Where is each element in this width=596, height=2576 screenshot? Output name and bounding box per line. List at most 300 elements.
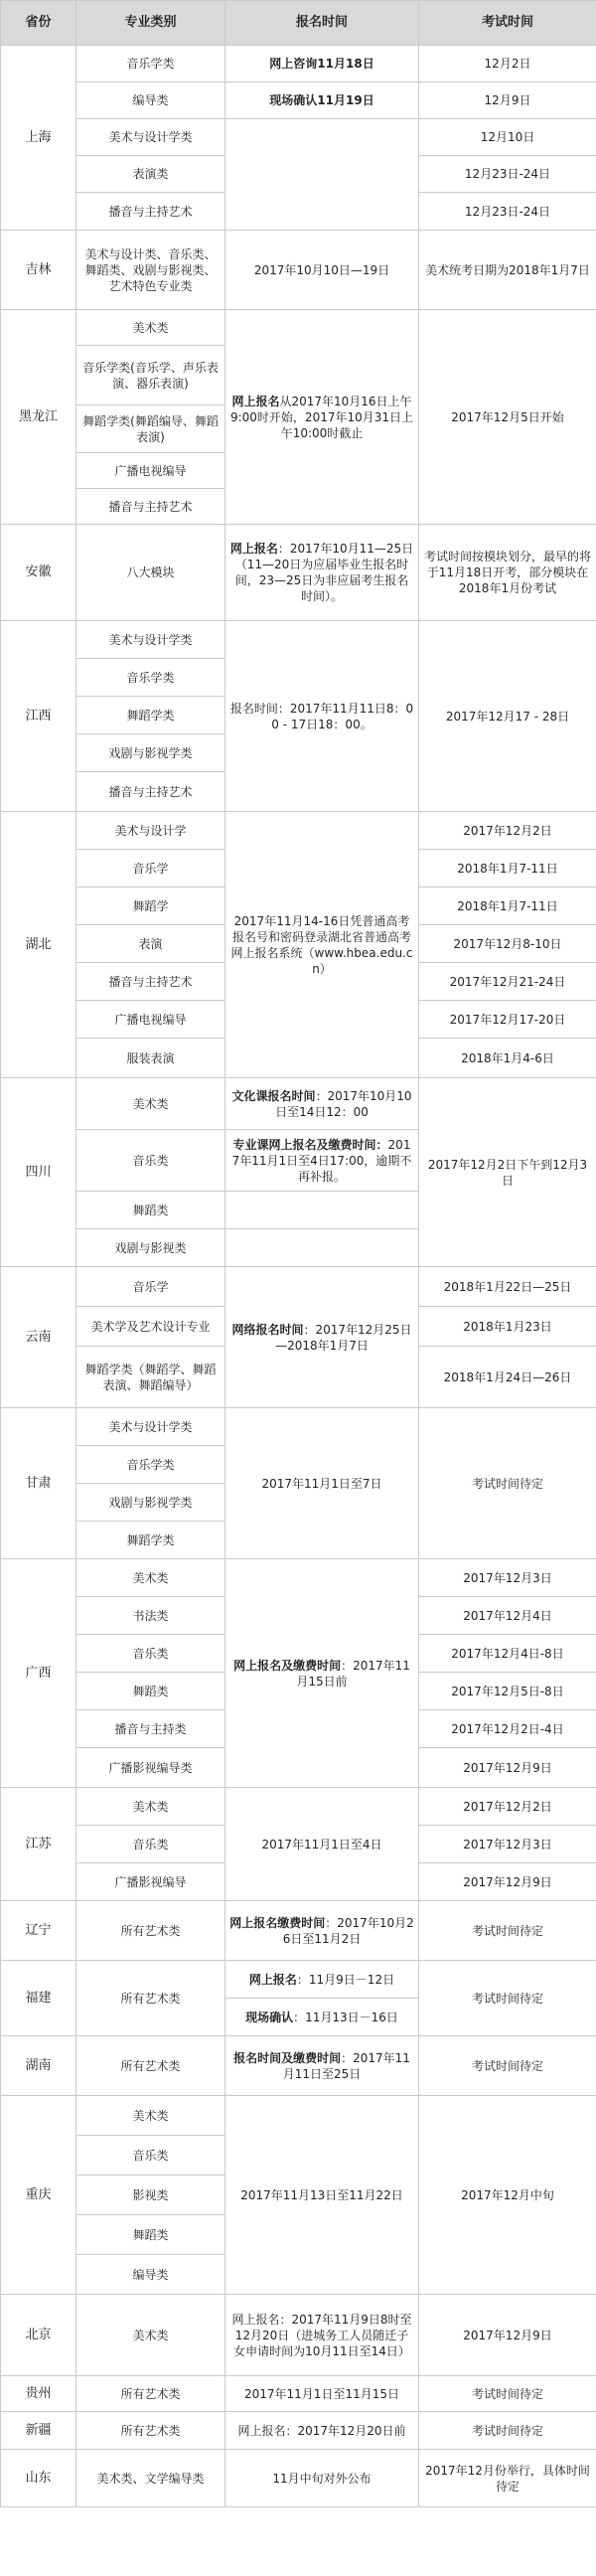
table-cell — [419, 1901, 596, 1961]
cell-text: 戏剧与影视学类 — [108, 1495, 193, 1510]
table-cell — [419, 1559, 596, 1597]
table-row — [1, 812, 596, 850]
cell-text: 网上报名：2017年12月20日前 — [237, 2423, 406, 2438]
cell-text: 播音与主持艺术 — [108, 204, 193, 219]
table-row — [1, 119, 596, 156]
table-cell — [76, 1901, 225, 1961]
cell-text: 2017年11月14-16日凭普通高考报名号和密码登录湖北省普通高考网上报名系统（www.hbea.edu.cn） — [230, 913, 413, 976]
cell-text: 2017年11月1日至11月15日 — [244, 2386, 399, 2401]
cell-text: 音乐学类 — [126, 1457, 175, 1472]
table-cell — [419, 1597, 596, 1635]
table-cell — [76, 453, 225, 489]
cell-text: 美术类、文学编导类 — [96, 2471, 205, 2486]
table-cell — [76, 1347, 225, 1408]
table-cell — [419, 525, 596, 621]
cell-text: 11月中旬对外公布 — [272, 2471, 372, 2486]
table-cell — [225, 2295, 419, 2376]
table-cell — [76, 156, 225, 193]
cell-text: 2017年12月3日 — [463, 1570, 552, 1585]
table-cell — [419, 1408, 596, 1559]
table-row — [1, 2450, 596, 2507]
table-row — [1, 2412, 596, 2450]
province-cell — [1, 231, 76, 310]
cell-text: 美术类 — [132, 1799, 169, 1814]
cell-text: 美术类 — [132, 2108, 169, 2123]
table-cell — [76, 1559, 225, 1597]
cell-text: 舞蹈类 — [132, 1203, 169, 1217]
cell-text: 2017年10月10日—19日 — [253, 262, 390, 277]
cell-text: 2018年1月22日—25日 — [443, 1279, 572, 1294]
cell-text: 考试时间按模块划分，最早的将于11月18日开考，部分模块在2018年1月份考试 — [423, 550, 591, 595]
cell-text: ：11月9日－12日 — [296, 1972, 395, 1987]
cell-text: 八大模块 — [126, 565, 175, 579]
table-cell — [76, 2136, 225, 2175]
cell-text: 2017年12月17-20日 — [449, 1012, 566, 1027]
table-cell — [76, 697, 225, 734]
table-row — [1, 46, 596, 82]
cell-text: 2017年12月5日-8日 — [451, 1684, 564, 1698]
cell-text: 2017年11月1日至7日 — [261, 1476, 382, 1491]
province-cell — [1, 1408, 76, 1559]
cell-text: 所有艺术类 — [120, 1923, 181, 1938]
province-cell — [1, 2450, 76, 2507]
table-cell — [419, 2036, 596, 2096]
cell-bold-label: 现场确认 — [245, 2010, 294, 2024]
table-cell — [225, 1408, 419, 1559]
table-cell — [419, 1001, 596, 1039]
cell-text: 2017年12月3日 — [463, 1837, 552, 1852]
table-cell — [419, 1826, 596, 1863]
header-exam-time: 考试时间 — [419, 1, 596, 46]
cell-bold-label: 网上报名及缴费时间 — [233, 1658, 342, 1673]
table-cell — [76, 1710, 225, 1748]
table-cell — [76, 310, 225, 346]
cell-text: 表演类 — [132, 167, 169, 181]
table-cell — [225, 119, 419, 231]
table-cell — [419, 2295, 596, 2376]
header-province: 省份 — [1, 1, 76, 46]
table-cell — [419, 621, 596, 812]
province-cell — [1, 525, 76, 621]
cell-text: 2017年12月21-24日 — [449, 974, 566, 989]
cell-text: 美术类 — [132, 1096, 169, 1111]
cell-text: 舞蹈类 — [132, 2227, 169, 2242]
cell-text: 2017年12月9日 — [463, 2328, 552, 2342]
table-cell — [419, 925, 596, 963]
table-cell — [225, 1901, 419, 1961]
table-cell — [225, 812, 419, 1078]
table-row — [1, 1961, 596, 1999]
cell-text: 辽宁 — [25, 1922, 52, 1938]
cell-text: 播音与主持艺术 — [108, 974, 193, 989]
cell-text: 2017年12月4日-8日 — [451, 1646, 564, 1661]
cell-text: 12月9日 — [484, 93, 531, 107]
table-cell — [225, 2036, 419, 2096]
table-cell — [419, 231, 596, 310]
cell-bold-label: 网上报名 — [231, 394, 280, 408]
province-cell — [1, 1901, 76, 1961]
cell-text: 舞蹈学类(舞蹈编导、舞蹈表演) — [82, 413, 219, 444]
table-cell — [76, 2450, 225, 2507]
table-cell — [225, 1999, 419, 2036]
table-cell — [225, 621, 419, 812]
cell-text: 所有艺术类 — [120, 2423, 181, 2438]
cell-text: 美术与设计学类 — [108, 130, 193, 144]
table-cell — [419, 2412, 596, 2450]
table-cell — [76, 925, 225, 963]
cell-bold-label: 网上报名 — [248, 1972, 297, 1987]
cell-text: 12月2日 — [484, 57, 531, 71]
cell-text: 编导类 — [132, 93, 169, 107]
table-cell — [76, 1484, 225, 1522]
cell-text: 考试时间待定 — [471, 1923, 543, 1938]
table-cell — [76, 1192, 225, 1229]
cell-text: 广播电视编导 — [114, 1012, 187, 1027]
cell-text: 美术与设计学类 — [108, 1419, 193, 1434]
cell-text: ：2017年10月10日至14日12：00 — [275, 1088, 412, 1119]
cell-text: 舞蹈学 — [132, 898, 169, 913]
cell-text: 2017年12月中旬 — [461, 2187, 554, 2202]
cell-text: 戏剧与影视学类 — [108, 745, 193, 760]
table-cell — [76, 405, 225, 453]
table-cell — [76, 1597, 225, 1635]
table-cell — [225, 1229, 419, 1267]
cell-text: 美术与设计类、音乐类、舞蹈类、戏剧与影视类、艺术特色专业类 — [84, 246, 217, 293]
cell-text: 音乐类 — [132, 2148, 169, 2163]
table-cell — [419, 1961, 596, 2036]
header-row — [1, 1, 596, 46]
cell-text: 12月23日-24日 — [464, 167, 551, 181]
cell-text: 2017年12月9日 — [463, 1874, 552, 1889]
cell-text: ：2017年11月11日至25日 — [282, 2050, 410, 2081]
cell-text: 2017年12月2日 — [463, 1799, 552, 1814]
cell-text: 影视类 — [132, 2187, 169, 2202]
province-cell — [1, 1078, 76, 1267]
table-cell — [225, 1559, 419, 1788]
table-cell — [225, 525, 419, 621]
cell-text: 舞蹈学类 — [126, 1532, 175, 1547]
cell-bold-label: 网上咨询11月18日 — [269, 57, 374, 71]
table-row — [1, 525, 596, 621]
cell-text: 舞蹈学类（舞蹈学、舞蹈表演、舞蹈编导） — [84, 1362, 217, 1392]
table-cell — [76, 734, 225, 772]
cell-text: 音乐类 — [132, 1153, 169, 1168]
cell-text: 北京 — [25, 2327, 52, 2342]
province-cell — [1, 2376, 76, 2412]
cell-text: 江西 — [25, 708, 52, 724]
cell-text: 四川 — [25, 1164, 52, 1180]
cell-text: 广播影视编导 — [114, 1874, 187, 1889]
cell-text: 2018年1月7-11日 — [457, 861, 558, 876]
cell-text: 广播影视编导类 — [108, 1760, 193, 1775]
cell-text: 音乐类 — [132, 1837, 169, 1852]
table-row — [1, 1559, 596, 1597]
cell-text: 播音与主持类 — [114, 1721, 187, 1736]
table-cell — [419, 1078, 596, 1267]
cell-text: 音乐类 — [132, 1646, 169, 1661]
table-row — [1, 1267, 596, 1307]
cell-text: 播音与主持艺术 — [108, 499, 193, 514]
table-row — [1, 2295, 596, 2376]
table-cell — [419, 2096, 596, 2295]
table-cell — [76, 963, 225, 1001]
header-major-category: 专业类别 — [76, 1, 225, 46]
table-cell — [225, 1192, 419, 1229]
table-cell — [76, 812, 225, 850]
cell-text: 美术统考日期为2018年1月7日 — [425, 262, 590, 277]
table-cell — [225, 1130, 419, 1192]
cell-text: 播音与主持艺术 — [108, 784, 193, 799]
table-cell — [76, 1826, 225, 1863]
table-cell — [76, 2036, 225, 2096]
province-cell — [1, 621, 76, 812]
cell-text: 2017年12月4日 — [463, 1608, 552, 1623]
table-cell — [419, 850, 596, 887]
table-cell — [76, 772, 225, 812]
cell-text: 新疆 — [25, 2422, 52, 2438]
table-cell — [76, 119, 225, 156]
cell-text: 舞蹈类 — [132, 1684, 169, 1698]
cell-text: 考试时间待定 — [471, 2423, 543, 2438]
cell-text: 广播电视编导 — [114, 463, 187, 478]
cell-text: 2018年1月23日 — [463, 1319, 552, 1334]
cell-text: 美术学及艺术设计专业 — [90, 1319, 211, 1334]
table-cell — [225, 2376, 419, 2412]
province-cell — [1, 2295, 76, 2376]
table-cell — [419, 1039, 596, 1078]
table-cell — [419, 1635, 596, 1673]
cell-text: 12月23日-24日 — [464, 204, 551, 219]
cell-text: 湖南 — [25, 2057, 52, 2073]
cell-text: 编导类 — [132, 2267, 169, 2282]
table-cell — [76, 1863, 225, 1901]
cell-bold-label: 网上报名缴费时间 — [229, 1915, 326, 1930]
table-row — [1, 231, 596, 310]
province-cell — [1, 812, 76, 1078]
province-cell — [1, 1267, 76, 1408]
cell-text: 网上报名：2017年11月9日8时至12月20日（进城务工人员随迁子女申请时间为10月11日至14日） — [231, 2312, 412, 2358]
table-cell — [76, 850, 225, 887]
table-cell — [76, 1001, 225, 1039]
cell-text: 美术与设计学类 — [108, 632, 193, 647]
table-cell — [419, 2376, 596, 2412]
province-cell — [1, 2096, 76, 2295]
cell-text: 表演 — [138, 936, 163, 951]
table-cell — [419, 1267, 596, 1307]
cell-text: 上海 — [25, 129, 52, 145]
table-row — [1, 621, 596, 659]
cell-text: 江苏 — [25, 1836, 52, 1852]
table-cell — [419, 1710, 596, 1748]
table-cell — [76, 193, 225, 231]
header-registration-time: 报名时间 — [225, 1, 419, 46]
table-cell — [225, 1788, 419, 1901]
cell-text: 2017年12月9日 — [463, 1760, 552, 1775]
cell-text: 2018年1月7-11日 — [457, 898, 558, 913]
cell-bold-label: 专业课网上报名及缴费时间： — [232, 1137, 388, 1152]
cell-text: 美术与设计学 — [114, 823, 187, 838]
table-row — [1, 1788, 596, 1826]
province-cell — [1, 2036, 76, 2096]
cell-text: ：11月13日－16日 — [293, 2010, 398, 2024]
cell-text: 音乐学类(音乐学、声乐表演、器乐表演) — [82, 360, 219, 391]
cell-text: 贵州 — [25, 2385, 52, 2401]
table-row — [1, 1078, 596, 1130]
cell-text: ：2017年10月11—25日（11—20日为应届毕业生报名时间，23—25日为非应届考生报名时间）。 — [234, 542, 414, 603]
cell-text: 2017年12月2日下午到12月3日 — [427, 1157, 588, 1188]
table-cell — [76, 346, 225, 405]
cell-text: 2017年12月2日 — [463, 823, 552, 838]
table-cell — [76, 82, 225, 119]
cell-text: 广西 — [25, 1665, 52, 1681]
table-cell — [419, 119, 596, 156]
table-cell — [419, 1307, 596, 1347]
cell-text: 考试时间待定 — [471, 1476, 543, 1491]
table-row — [1, 1901, 596, 1961]
cell-text: 山东 — [25, 2470, 52, 2486]
table-cell — [419, 156, 596, 193]
cell-text: 所有艺术类 — [120, 2058, 181, 2073]
cell-text: 所有艺术类 — [120, 1991, 181, 2006]
cell-text: 2018年1月24日—26日 — [443, 1369, 572, 1384]
table-cell — [76, 1229, 225, 1267]
cell-text: 美术类 — [132, 1570, 169, 1585]
table-cell — [76, 1267, 225, 1307]
cell-text: ：2017年12月25日—2018年1月7日 — [275, 1322, 412, 1353]
table-cell — [419, 1788, 596, 1826]
table-body — [1, 46, 596, 2507]
table-cell — [76, 1446, 225, 1484]
cell-text: 美术类 — [132, 2328, 169, 2342]
table-cell — [419, 1673, 596, 1710]
cell-bold-label: 网上报名 — [229, 542, 278, 556]
table-cell — [76, 1748, 225, 1788]
cell-text: 音乐学类 — [126, 57, 175, 71]
table-row — [1, 2376, 596, 2412]
table-cell — [419, 1347, 596, 1408]
cell-text: 安徽 — [25, 564, 52, 579]
province-cell — [1, 2412, 76, 2450]
cell-bold-label: 报名时间及缴费时间 — [233, 2050, 342, 2065]
table-cell — [76, 1130, 225, 1192]
cell-text: ：2017年11月15日前 — [296, 1658, 410, 1689]
cell-text: 音乐学 — [132, 1279, 169, 1294]
table-cell — [76, 2295, 225, 2376]
province-cell — [1, 1788, 76, 1901]
table-cell — [225, 46, 419, 82]
table-cell — [225, 82, 419, 119]
table-cell — [76, 2175, 225, 2215]
cell-text: 2017年12月17 - 28日 — [445, 709, 570, 724]
province-cell — [1, 1559, 76, 1788]
table-cell — [76, 489, 225, 525]
cell-text: 福建 — [25, 1990, 52, 2006]
table-row — [1, 1408, 596, 1446]
table-cell — [419, 812, 596, 850]
table-cell — [76, 621, 225, 659]
cell-bold-label: 文化课报名时间 — [231, 1088, 316, 1103]
table-cell — [76, 525, 225, 621]
table-cell — [419, 82, 596, 119]
cell-text: 2018年1月4-6日 — [461, 1050, 554, 1065]
cell-text: 2017年12月2日-4日 — [451, 1721, 564, 1736]
cell-text: ：2017年10月26日至11月2日 — [282, 1915, 414, 1946]
table-cell — [76, 231, 225, 310]
table-cell — [76, 2412, 225, 2450]
province-cell — [1, 46, 76, 231]
table-cell — [76, 2255, 225, 2295]
table-row — [1, 310, 596, 346]
table-cell — [76, 1307, 225, 1347]
table-cell — [76, 659, 225, 697]
table-cell — [76, 2096, 225, 2136]
table-row — [1, 2096, 596, 2136]
cell-text: 所有艺术类 — [120, 2386, 181, 2401]
cell-text: 黑龙江 — [18, 408, 58, 424]
cell-text: 重庆 — [25, 2186, 52, 2202]
table-cell — [76, 1522, 225, 1559]
cell-text: 服装表演 — [126, 1050, 175, 1065]
cell-text: 2017年12月5日开始 — [451, 409, 564, 424]
cell-text: 音乐学 — [132, 861, 169, 876]
table-cell — [76, 1078, 225, 1130]
cell-text: 2017年12月8-10日 — [453, 936, 562, 951]
table-cell — [225, 310, 419, 525]
province-cell — [1, 1961, 76, 2036]
cell-text: 甘肃 — [25, 1475, 52, 1491]
table-cell — [419, 1863, 596, 1901]
cell-text: 舞蹈学类 — [126, 708, 175, 723]
table-cell — [76, 1673, 225, 1710]
cell-text: 2017年12月份举行，具体时间待定 — [425, 2463, 590, 2494]
table-cell — [225, 2450, 419, 2507]
table-cell — [76, 1961, 225, 2036]
cell-text: 考试时间待定 — [471, 1991, 543, 2006]
cell-text: 音乐学类 — [126, 670, 175, 685]
table-cell — [419, 963, 596, 1001]
cell-text: 湖北 — [25, 936, 52, 952]
cell-text: 从2017年10月16日上午9:00时开始，2017年10月31日上午10:00时截止 — [229, 394, 414, 440]
cell-text: 2017年11月1日至4日 — [261, 1837, 382, 1852]
table-row — [1, 82, 596, 119]
cell-text: 戏剧与影视类 — [114, 1240, 187, 1255]
table-cell — [419, 46, 596, 82]
table-cell — [225, 2096, 419, 2295]
table-cell — [225, 1961, 419, 1999]
table-cell — [419, 1748, 596, 1788]
province-cell — [1, 310, 76, 525]
table-cell — [225, 1267, 419, 1408]
cell-text: 吉林 — [25, 261, 52, 277]
table-cell — [225, 1078, 419, 1130]
table-cell — [419, 310, 596, 525]
cell-text: 报名时间：2017年11月11日8：00 - 17日18：00。 — [229, 701, 414, 731]
table-row — [1, 2036, 596, 2096]
table-cell — [76, 46, 225, 82]
table-cell — [76, 1635, 225, 1673]
cell-text: 美术类 — [132, 320, 169, 335]
cell-text: 考试时间待定 — [471, 2058, 543, 2073]
table-cell — [76, 1788, 225, 1826]
table-cell — [419, 2450, 596, 2507]
cell-text: 考试时间待定 — [471, 2386, 543, 2401]
cell-text: 12月10日 — [480, 130, 535, 144]
cell-bold-label: 现场确认11月19日 — [269, 93, 374, 107]
table-cell — [76, 887, 225, 925]
table-cell — [76, 2215, 225, 2255]
table-cell — [225, 231, 419, 310]
table-cell — [76, 1039, 225, 1078]
